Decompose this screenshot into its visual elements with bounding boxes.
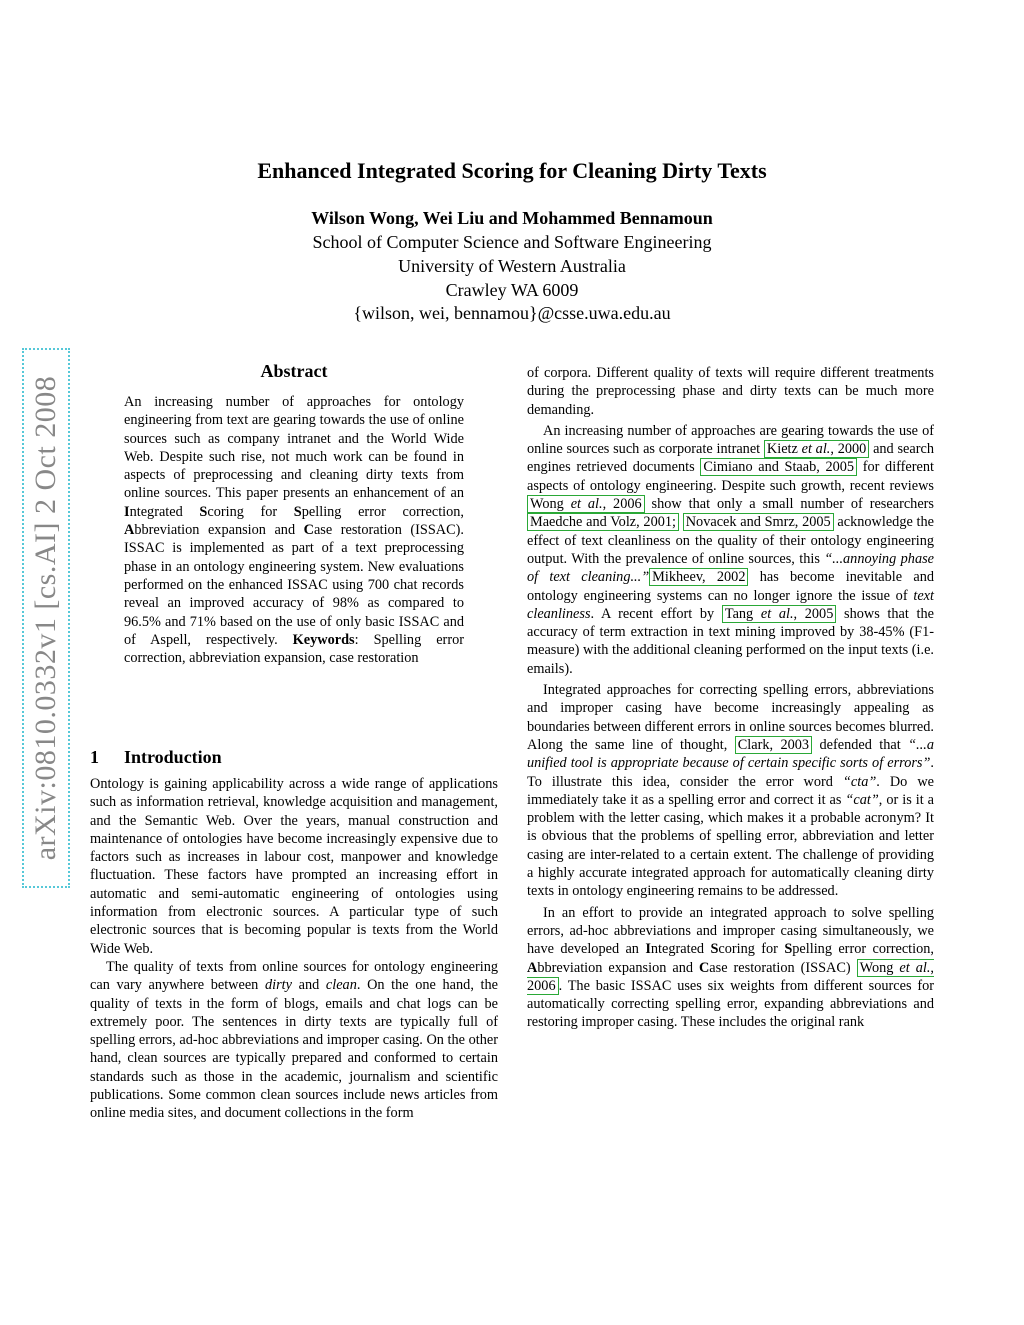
right-paragraph-3: Integrated approaches for correcting spelling errors, abbreviations and improper casing have become increasingly appealing as boundaries between different errors in online sources becomes blurred. Along the same line of thought, Clark, 2003 defended that “...a unified tool is appropriate because of certain specific sorts of errors”. To illustrate this idea, consider the error word “cta”. Do we immediately take it as a spelling error and correct it as “cat”, or is it a problem with the letter casing, which makes it a probable acronym? It is obvious that the problems of spelling error, abbreviation and letter casing are inter-related to a certain extent. The challenge of providing a highly accurate integrated approach for automatically cleaning dirty texts in ontology engineering remains to be addressed. <box>527 682 935 900</box>
right-paragraph-2: An increasing number of approaches are gearing towards the use of online sources such as corporate intranet Kietz et al., 2000 and search engines retrieved documents Cimiano and Staab, 2005 for different aspects of ontology engineering. Despite such growth, recent reviews Wong et al., 2006 show that only a small number of researchers Maedche and Volz, 2001; Novacek and Smrz, 2005 acknowledge the effect of text cleanliness on the quality of their ontology engineering output. With the prevalence of online sources, this “...annoying phase of text cleaning...” Mikheev, 2002 has become inevitable and ontology engineering systems can no longer ignore the issue of text cleanliness. A recent effort by Tang et al., 2005 shows that the accuracy of term extraction in text mining improved by 38-45% (F1-measure) with the additional cleaning performed on the input texts (i.e. emails). <box>527 422 935 677</box>
intro-paragraph-1: Ontology is gaining applicability across a wide range of applications such as information retrieval, knowledge acquisition and management, and the Semantic Web. Over the years, manual construction and maintenance of ontologies have become increasingly expensive due to factors such as increases in labour cost, manpower and knowledge fluctuation. These factors have prompted an increasing effort in automatic and semi-automatic engineering of ontologies using information from electronic sources. A particular type of such electronic sources that is becoming popular is texts from the World Wide Web. <box>90 776 498 957</box>
citation-link[interactable]: Wong et al., 2006 <box>527 495 645 513</box>
affiliation-emails: {wilson, wei, bennamou}@csse.uwa.edu.au <box>353 303 671 323</box>
affiliation-department: School of Computer Science and Software Engineering <box>312 232 712 252</box>
intro-paragraph-2: The quality of texts from online sources for ontology engineering can vary anywhere between dirty and clean. On the one hand, the quality of texts in the form of blogs, emails and chat logs can be extremely poor. The sentences in dirty texts are typically full of spelling errors, ad-hoc abbreviations and improper casing. On the other hand, clean sources are typically prepared and conformed to certain standards such as those in the academic, journalism and scientific publications. Some common clean sources include news articles from online media sites, and document collections in the form <box>90 958 498 1122</box>
citation-link[interactable]: Tang et al., 2005 <box>722 605 837 623</box>
affiliation-address: Crawley WA 6009 <box>445 280 579 300</box>
citation-link[interactable]: Kietz et al., 2000 <box>764 440 869 458</box>
right-paragraph-4: In an effort to provide an integrated approach to solve spelling errors, ad-hoc abbreviations and improper casing simultaneously, we have developed an Integrated Scoring for Spelling error correction, Abbreviation expansion and Case restoration (ISSAC) Wong et al., 2006 . The basic ISSAC uses six weights from different sources for automatically correcting spelling error, expanding abbreviations and restoring improper casing. These includes the original rank <box>527 904 934 1031</box>
arxiv-stamp[interactable] <box>22 348 70 888</box>
section-title: Introduction <box>124 747 222 767</box>
citation-link[interactable]: Novacek and Smrz, 2005 <box>683 513 834 531</box>
introduction-left-column <box>90 775 498 1123</box>
citation-link[interactable]: Wong et al., 2006 <box>527 959 934 994</box>
citation-link[interactable]: Clark, 2003 <box>735 736 812 754</box>
section-heading-introduction <box>90 747 222 768</box>
abstract-body: An increasing number of approaches for ontology engineering from text are gearing towards the use of online sources such as company intranet and the World Wide Web. Despite such rise, not much work can be found in aspects of preprocessing and cleaning dirty texts from online sources. This paper presents an enhancement of an Integrated Scoring for Spelling error correction, Abbreviation expansion and Case restoration (ISSAC). ISSAC is implemented as part of a text preprocessing phase in an ontology engineering system. New evaluations performed on the enhanced ISSAC using 700 chat records reveal an improved accuracy of 98% as compared to 96.5% and 71% based on the use of only basic ISSAC and of Aspell, respectively. Keywords: Spelling error correction, abbreviation expansion, case restoration <box>124 394 465 667</box>
keywords-text: : Spelling error correction, abbreviation expansion, case restoration <box>124 631 464 667</box>
affiliation-university: University of Western Australia <box>398 256 626 276</box>
arxiv-stamp-text: arXiv:0810.0332v1 [cs.AI] 2 Oct 2008 <box>29 375 62 861</box>
section-number: 1 <box>90 747 99 767</box>
paper-title: Enhanced Integrated Scoring for Cleaning Dirty Texts <box>257 158 767 183</box>
abstract-heading: Abstract <box>260 361 328 381</box>
keywords-label: Keywords <box>292 631 355 648</box>
paper-authors: Wilson Wong, Wei Liu and Mohammed Bennamoun <box>311 208 713 228</box>
right-paragraph-1: of corpora. Different quality of texts will require different treatments during the preprocessing phase and dirty texts can be much more demanding. <box>527 365 934 418</box>
right-column <box>527 364 934 1032</box>
citation-link[interactable]: Maedche and Volz, 2001; <box>527 513 679 531</box>
citation-link[interactable]: Mikheev, 2002 <box>649 568 748 586</box>
citation-link[interactable]: Cimiano and Staab, 2005 <box>700 458 857 476</box>
